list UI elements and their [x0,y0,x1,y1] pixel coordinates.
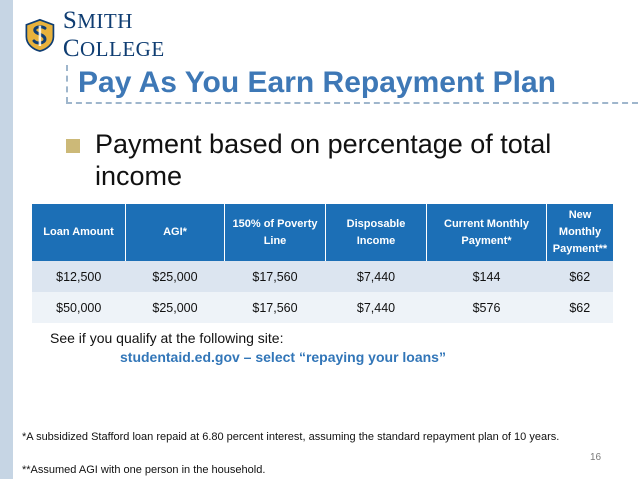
table-cell: $25,000 [126,261,225,292]
footnote-stafford: *A subsidized Stafford loan repaid at 6.80 percent interest, assuming the standard repayment plan of 10 years. [22,431,560,443]
footnote-agi: **Assumed AGI with one person in the household. [22,464,266,476]
table-row [32,261,613,292]
left-accent-bar [0,0,13,479]
table-cell: $7,440 [326,292,427,323]
qualify-text: See if you qualify at the following site: [50,330,284,346]
table-cell: $62 [547,261,614,292]
page-number: 16 [590,452,602,463]
table-cell: $576 [427,292,547,323]
table-cell: $7,440 [326,261,427,292]
header-new-payment: New Monthly Payment** [547,204,614,261]
logo-wordmark: SMITH COLLEGE [62,7,165,62]
header-disposable-income: Disposable Income [326,204,427,261]
header-current-payment: Current Monthly Payment* [427,204,547,261]
table-cell: $12,500 [32,261,126,292]
bullet-text: Payment based on percentage of total income [95,129,552,191]
square-bullet-icon [66,139,80,153]
header-poverty-line: 150% of Poverty Line [225,204,326,261]
table-cell: $25,000 [126,292,225,323]
smith-college-seal-icon [23,15,57,55]
table-cell: $144 [427,261,547,292]
smith-college-logo [23,7,213,62]
title-divider-horizontal [66,102,638,104]
table-header-row [32,204,613,261]
slide-title: Pay As You Earn Repayment Plan [78,66,556,99]
repayment-table [32,204,613,323]
table-cell: $50,000 [32,292,126,323]
title-divider-vertical [66,65,68,103]
studentaid-link[interactable]: studentaid.ed.gov – select “repaying your loans” [120,349,446,365]
table-row [32,292,613,323]
header-loan-amount: Loan Amount [32,204,126,261]
header-agi: AGI* [126,204,225,261]
table-cell: $17,560 [225,261,326,292]
table-cell: $62 [547,292,614,323]
table-cell: $17,560 [225,292,326,323]
